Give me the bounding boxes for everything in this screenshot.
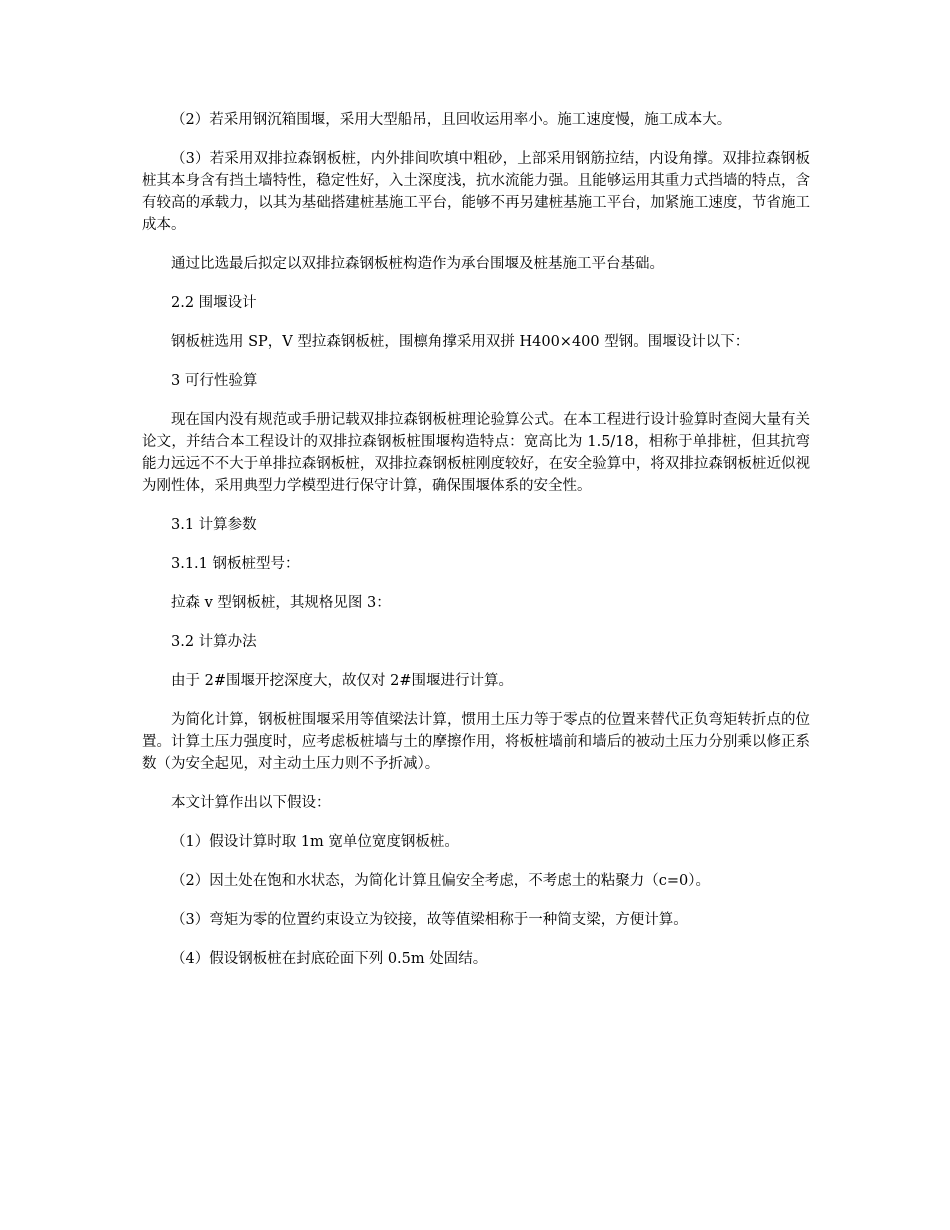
paragraph-cofferdam-2-calc: 由于 2#围堰开挖深度大，故仅对 2#围堰进行计算。 [171,673,513,689]
paragraph-sheet-pile-selection: 钢板桩选用 SP，V 型拉森钢板桩，围檩角撑采用双拼 H400×400 型钢。围堰设计以下： [171,334,750,350]
heading-sheet-pile-model: 3.1.1 钢板桩型号： [171,556,300,572]
assumption-item-1: （1）假设计算时取 1m 宽单位宽度钢板桩。 [171,834,459,850]
paragraph-feasibility-description: 现在国内没有规范或手册记载双排拉森钢板桩理论验算公式。在本工程进行设计验算时查阅大量有关论文，并结合本工程设计的双排拉森钢板桩围堰构造特点：宽高比为 1.5/18，相称于单排桩，但其抗弯能力远远不不大于单排拉森钢板桩，双排拉森钢板桩刚度较好，在安全验算中，将双排拉森钢板桩近似视为刚性体，采用典型力学模型进行保守计算，确保围堰体系的安全性。 [142,412,810,494]
assumption-item-4: （4）假设钢板桩在封底砼面下列 0.5m 处固结。 [171,951,488,967]
document-page [142,109,810,987]
paragraph-sheet-pile-spec: 拉森 v 型钢板桩，其规格见图 3： [171,595,391,611]
assumption-item-2: （2）因土处在饱和水状态，为简化计算且偏安全考虑，不考虑土的粘聚力（c=0）。 [171,873,710,889]
paragraph-equivalent-beam-method: 为简化计算，钢板桩围堰采用等值梁法计算，惯用土压力等于零点的位置来替代正负弯矩转折点的位置。计算土压力强度时，应考虑板桩墙与土的摩擦作用，将板桩墙前和墙后的被动土压力分别乘以修正系数（为安全起见，对主动土压力则不予折减）。 [142,712,810,772]
assumption-item-3: （3）弯矩为零的位置约束设立为铰接，故等值梁相称于一种简支梁，方便计算。 [171,912,688,928]
heading-calculation-method: 3.2 计算办法 [171,634,257,650]
heading-feasibility-check: 3 可行性验算 [171,373,258,389]
paragraph-steel-caisson-option: （2）若采用钢沉箱围堰，采用大型船吊，且回收运用率小。施工速度慢，施工成本大。 [171,112,732,128]
paragraph-double-row-sheet-pile-option: （3）若采用双排拉森钢板桩，内外排间吹填中粗砂，上部采用钢筋拉结，内设角撑。双排拉森钢板桩其本身含有挡土墙特性，稳定性好，入土深度浅，抗水流能力强。且能够运用其重力式挡墙的特点，含有较高的承载力，以其为基础搭建桩基施工平台，能够不再另建桩基施工平台，加紧施工速度，节省施工成本。 [142,151,810,233]
paragraph-selection-conclusion: 通过比选最后拟定以双排拉森钢板桩构造作为承台围堰及桩基施工平台基础。 [171,256,664,272]
paragraph-assumptions-intro: 本文计算作出以下假设： [171,795,331,811]
heading-cofferdam-design: 2.2 围堰设计 [171,295,257,311]
heading-calculation-parameters: 3.1 计算参数 [171,517,257,533]
